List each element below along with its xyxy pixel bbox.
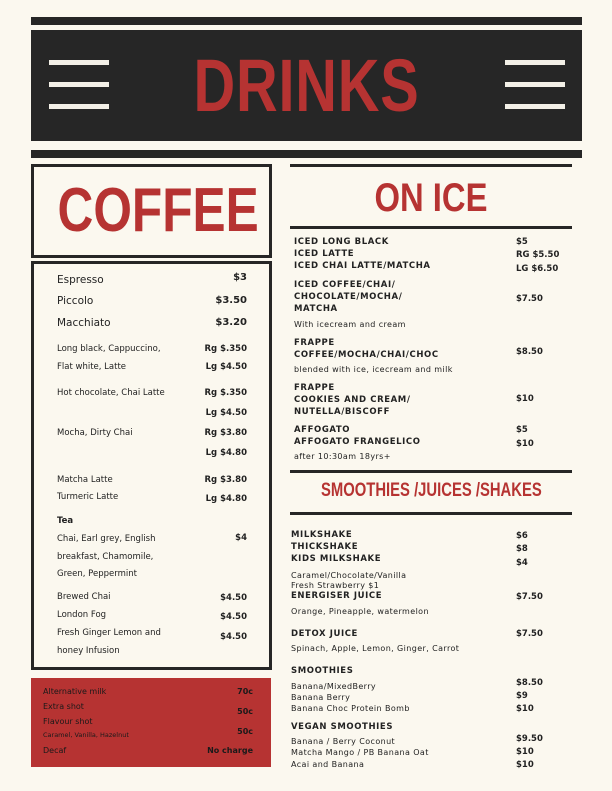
smoothies-price: $8 xyxy=(516,544,528,554)
smoothies-under-rule xyxy=(290,512,572,515)
top-rule xyxy=(31,17,582,25)
on-ice-item: ICED CHAI LATTE/MATCHA xyxy=(294,261,431,271)
menu-item-price: Lg $4.80 xyxy=(205,494,247,504)
smoothies-desc: Caramel/Chocolate/Vanilla xyxy=(291,571,407,580)
menu-item-price: $3 xyxy=(233,272,247,283)
smoothies-price: $6 xyxy=(516,531,528,541)
smoothies-desc: Spinach, Apple, Lemon, Ginger, Carrot xyxy=(291,644,460,653)
menu-item-price: $4.50 xyxy=(220,612,247,622)
smoothies-item: DETOX JUICE xyxy=(291,629,358,639)
menu-item-price: Lg $4.50 xyxy=(205,408,247,418)
on-ice-price: $5 xyxy=(516,237,528,247)
smoothies-desc: Banana Berry xyxy=(291,693,351,702)
smoothies-desc: Matcha Mango / PB Banana Oat xyxy=(291,748,429,757)
extra-label: Alternative milk xyxy=(43,687,107,696)
smoothies-price: $7.50 xyxy=(516,592,543,602)
smoothies-price: $10 xyxy=(516,760,534,770)
on-ice-desc: after 10:30am 18yrs+ xyxy=(294,452,391,461)
menu-item-price: $4.50 xyxy=(220,632,247,642)
smoothies-desc: Banana/MixedBerry xyxy=(291,682,377,691)
menu-item-price: Lg $4.50 xyxy=(205,362,247,372)
tea-heading: Tea xyxy=(57,516,74,526)
menu-item-label: Fresh Ginger Lemon and xyxy=(57,628,161,638)
on-ice-item: AFFOGATO FRANGELICO xyxy=(294,437,421,447)
menu-item-label: Flat white, Latte xyxy=(57,362,127,372)
smoothies-top-rule xyxy=(290,470,572,473)
menu-item-price: Lg $4.80 xyxy=(205,448,247,458)
smoothies-item: KIDS MILKSHAKE xyxy=(291,554,382,564)
on-ice-item: FRAPPE xyxy=(294,338,335,348)
on-ice-item: ICED LATTE xyxy=(294,249,355,259)
on-ice-item: ICED COFFEE/CHAI/ xyxy=(294,280,396,290)
smoothies-price: $9.50 xyxy=(516,734,543,744)
page-title: DRINKS xyxy=(193,44,420,127)
on-ice-price: $8.50 xyxy=(516,347,543,357)
smoothies-price: $10 xyxy=(516,747,534,757)
smoothies-subheading: SMOOTHIES xyxy=(291,666,354,676)
on-ice-item: ICED LONG BLACK xyxy=(294,237,389,247)
menu-item-label: Piccolo xyxy=(57,295,94,307)
menu-item-label: Green, Peppermint xyxy=(57,569,137,579)
extra-price: 50c xyxy=(237,727,253,736)
menu-item-price: Rg $.350 xyxy=(204,388,247,398)
on-ice-item: MATCHA xyxy=(294,304,338,314)
menu-item-price: $3.20 xyxy=(215,317,247,328)
smoothies-price: $4 xyxy=(516,558,528,568)
menu-item-label: Espresso xyxy=(57,274,104,286)
smoothies-title: SMOOTHIES /JUICES /SHAKES xyxy=(321,480,542,501)
on-ice-price: $5 xyxy=(516,425,528,435)
menu-item-label: Macchiato xyxy=(57,317,111,329)
header-bottom-rule xyxy=(31,150,582,158)
smoothies-desc: Orange, Pineapple, watermelon xyxy=(291,607,429,616)
menu-item-price: Rg $3.80 xyxy=(204,475,247,485)
extra-price: 50c xyxy=(237,707,253,716)
menu-item-label: Long black, Cappuccino, xyxy=(57,344,161,354)
menu-item-price: Rg $.350 xyxy=(204,344,247,354)
menu-item-label: Chai, Earl grey, English xyxy=(57,534,156,544)
on-ice-price: RG $5.50 xyxy=(516,250,560,260)
smoothies-price: $7.50 xyxy=(516,629,543,639)
coffee-title-box xyxy=(31,164,272,258)
on-ice-price: $10 xyxy=(516,394,534,404)
on-ice-item: COFFEE/MOCHA/CHAI/CHOC xyxy=(294,350,439,360)
smoothies-desc: Banana Choc Protein Bomb xyxy=(291,704,410,713)
extra-label: Decaf xyxy=(43,746,67,755)
menu-item-label: breakfast, Chamomile, xyxy=(57,552,154,562)
menu-item-label: Hot chocolate, Chai Latte xyxy=(57,388,165,398)
header-banner xyxy=(31,30,582,141)
menu-item-label: Mocha, Dirty Chai xyxy=(57,428,133,438)
on-ice-item: NUTELLA/BISCOFF xyxy=(294,407,390,417)
on-ice-desc: With icecream and cream xyxy=(294,320,406,329)
smoothies-item: THICKSHAKE xyxy=(291,542,359,552)
coffee-menu-box xyxy=(31,261,272,670)
on-ice-top-rule xyxy=(290,164,572,167)
smoothies-item: MILKSHAKE xyxy=(291,530,353,540)
extra-label: Extra shot xyxy=(43,702,84,711)
extras-box xyxy=(31,678,271,767)
smoothies-price: $9 xyxy=(516,691,528,701)
on-ice-item: COOKIES AND CREAM/ xyxy=(294,395,411,405)
smoothies-item: ENERGISER JUICE xyxy=(291,591,383,601)
menu-item-label: London Fog xyxy=(57,610,107,620)
on-ice-item: FRAPPE xyxy=(294,383,335,393)
menu-item-price: $4 xyxy=(235,533,247,543)
smoothies-desc: Banana / Berry Coconut xyxy=(291,737,396,746)
on-ice-item: CHOCOLATE/MOCHA/ xyxy=(294,292,403,302)
extra-label: Flavour shot xyxy=(43,717,93,726)
on-ice-price: $10 xyxy=(516,439,534,449)
coffee-title: COFFEE xyxy=(57,176,259,245)
on-ice-item: AFFOGATO xyxy=(294,425,351,435)
menu-item-price: $3.50 xyxy=(215,295,247,306)
smoothies-subheading: VEGAN SMOOTHIES xyxy=(291,722,394,732)
on-ice-price: $7.50 xyxy=(516,294,543,304)
menu-item-label: Turmeric Latte xyxy=(57,492,119,502)
smoothies-price: $10 xyxy=(516,704,534,714)
extra-price: No charge xyxy=(207,746,253,755)
smoothies-desc: Acai and Banana xyxy=(291,760,365,769)
menu-item-price: Rg $3.80 xyxy=(204,428,247,438)
menu-item-label: Brewed Chai xyxy=(57,592,111,602)
extra-label: Caramel, Vanilla, Hazelnut xyxy=(43,731,129,739)
on-ice-title: ON ICE xyxy=(374,176,488,220)
menu-item-label: honey Infusion xyxy=(57,646,120,656)
extra-price: 70c xyxy=(237,687,253,696)
on-ice-desc: blended with ice, icecream and milk xyxy=(294,365,453,374)
menu-item-price: $4.50 xyxy=(220,593,247,603)
smoothies-desc: Fresh Strawberry $1 xyxy=(291,581,380,590)
on-ice-price: LG $6.50 xyxy=(516,264,559,274)
smoothies-price: $8.50 xyxy=(516,678,543,688)
menu-item-label: Matcha Latte xyxy=(57,475,113,485)
on-ice-under-rule xyxy=(290,226,572,229)
